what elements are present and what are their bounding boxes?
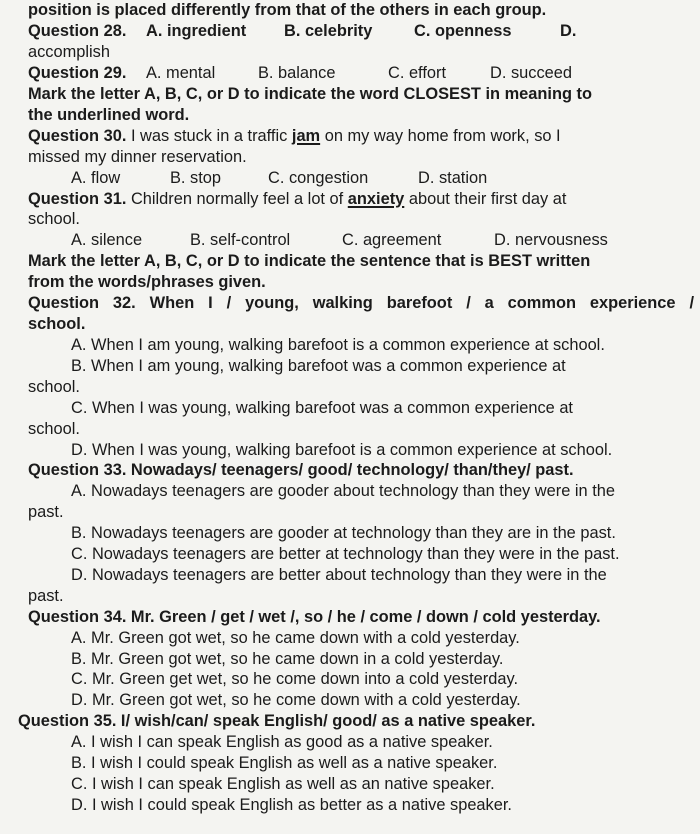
question-32-prompt-cont: school. <box>28 315 86 334</box>
q30-option-c: C. congestion <box>268 168 369 187</box>
q30-underlined-word: jam <box>291 126 321 145</box>
question-28 <box>28 21 694 42</box>
q31-label: Question 31. <box>28 189 127 208</box>
q33-option-b: B. Nowadays teenagers are gooder at technology than they are in the past. <box>71 524 616 543</box>
q34-option-d: D. Mr. Green got wet, so he come down with a cold yesterday. <box>71 691 521 710</box>
question-35-prompt: Question 35. I/ wish/can/ speak English/ good/ as a native speaker. <box>18 712 536 731</box>
q32-option-b: B. When I am young, walking barefoot was a common experience at <box>71 356 566 375</box>
q30-options <box>28 168 694 189</box>
q31-option-a: A. silence <box>71 231 143 250</box>
question-31 <box>28 189 694 210</box>
q30-label: Question 30. <box>28 126 127 145</box>
q31-option-d: D. nervousness <box>494 231 608 250</box>
q35-option-a: A. I wish I can speak English as good as a native speaker. <box>71 733 493 752</box>
q33-option-d: D. Nowadays teenagers are better about technology than they were in the <box>71 565 607 584</box>
q30-post: on my way home from work, so I <box>324 126 561 145</box>
q33-option-a: A. Nowadays teenagers are gooder about technology than they were in the <box>71 482 615 501</box>
q30-option-a: A. flow <box>71 168 121 187</box>
q32-option-d: D. When I was young, walking barefoot is a common experience at school. <box>71 440 613 459</box>
question-30 <box>28 126 694 147</box>
q34-option-a: A. Mr. Green got wet, so he came down with a cold yesterday. <box>71 628 520 647</box>
q31-post: about their first day at <box>408 189 567 208</box>
q31-underlined-word: anxiety <box>347 189 405 208</box>
q31-option-c: C. agreement <box>342 231 442 250</box>
q35-option-b: B. I wish I could speak English as well as a native speaker. <box>71 754 498 773</box>
question-32-prompt: Question 32. When I / young, walking barefoot / a common experience / <box>28 294 694 313</box>
q29-option-d: D. succeed <box>490 63 572 82</box>
intro-tail: position is placed differently from that of the others in each group. <box>28 1 547 19</box>
instruction-closest-2: the underlined word. <box>28 105 190 124</box>
q35-option-d: D. I wish I could speak English as better as a native speaker. <box>71 795 512 814</box>
q29-option-c: C. effort <box>388 63 446 82</box>
question-29 <box>28 63 694 84</box>
q29-option-b: B. balance <box>258 63 336 82</box>
q32-option-a: A. When I am young, walking barefoot is a common experience at school. <box>71 335 605 354</box>
q28-option-d-cont: accomplish <box>28 43 110 61</box>
q30-option-b: B. stop <box>170 168 222 187</box>
q28-label: Question 28. <box>28 22 127 40</box>
q29-label: Question 29. <box>28 63 127 82</box>
q30-pre: I was stuck in a traffic <box>130 126 288 145</box>
q33-option-a-cont: past. <box>28 503 64 522</box>
q28-option-c: C. openness <box>414 22 512 40</box>
instruction-best-2: from the words/phrases given. <box>28 273 266 292</box>
question-34-prompt: Question 34. Mr. Green / get / wet /, so / he / come / down / cold yesterday. <box>28 607 601 626</box>
q31-cont: school. <box>28 210 80 229</box>
q31-option-b: B. self-control <box>190 231 291 250</box>
q33-option-c: C. Nowadays teenagers are better at technology than they were in the past. <box>71 545 620 564</box>
q32-option-c-cont: school. <box>28 419 80 438</box>
instruction-closest-1: Mark the letter A, B, C, or D to indicate the word CLOSEST in meaning to <box>28 84 593 103</box>
q30-option-d: D. station <box>418 168 488 187</box>
q31-options <box>28 230 694 251</box>
q29-option-a: A. mental <box>146 63 216 82</box>
q30-cont: missed my dinner reservation. <box>28 147 247 166</box>
exam-page <box>18 0 694 816</box>
q34-option-b: B. Mr. Green got wet, so he came down in a cold yesterday. <box>71 649 504 668</box>
q34-option-c: C. Mr. Green get wet, so he come down into a cold yesterday. <box>71 670 519 689</box>
q35-option-c: C. I wish I can speak English as well as an native speaker. <box>71 775 495 793</box>
q28-option-a: A. ingredient <box>146 22 247 40</box>
q32-option-b-cont: school. <box>28 377 80 396</box>
q28-option-b: B. celebrity <box>284 22 373 40</box>
question-33-prompt: Question 33. Nowadays/ teenagers/ good/ technology/ than/they/ past. <box>28 461 574 480</box>
q31-pre: Children normally feel a lot of <box>130 189 344 208</box>
instruction-best-1: Mark the letter A, B, C, or D to indicate the sentence that is BEST written <box>28 252 591 271</box>
q33-option-d-cont: past. <box>28 586 64 605</box>
q28-option-d: D. <box>560 22 577 40</box>
q32-option-c: C. When I was young, walking barefoot was a common experience at <box>71 398 573 417</box>
